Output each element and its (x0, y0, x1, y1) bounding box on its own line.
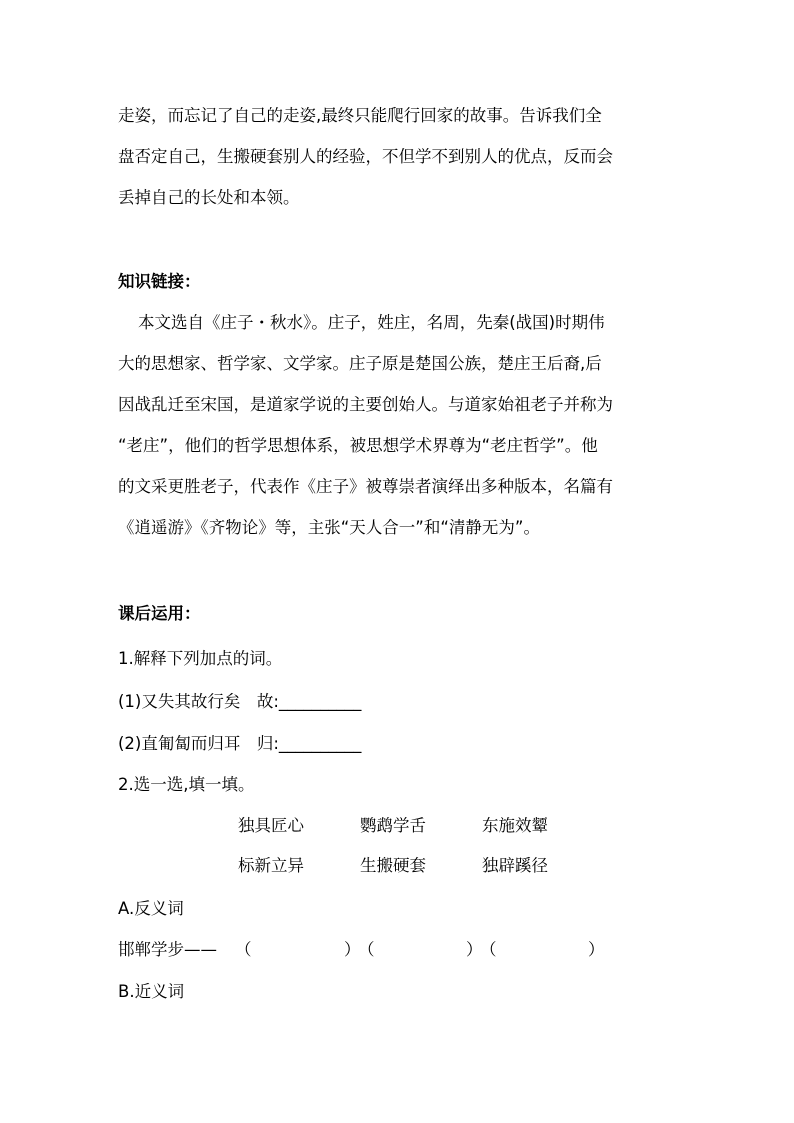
knowledge-heading: 知识链接： (118, 272, 201, 291)
question-1a: (1)又失其故行矣 故:__________ (118, 692, 362, 711)
answer-blank-open: （ (480, 940, 497, 959)
word-option: 标新立异 (238, 856, 304, 875)
answer-blank-close: ） (588, 940, 605, 959)
answer-blank-close: ） (466, 940, 483, 959)
answer-blank-open: （ (358, 940, 375, 959)
knowledge-line-1: 本文选自《庄子・秋水》。庄子，姓庄，名周，先秦(战国)时期伟 (138, 313, 605, 332)
knowledge-line-3: 因战乱迁至宋国，是道家学说的主要创始人。与道家始祖老子并称为 (118, 395, 613, 414)
intro-line-3: 丢掉自己的长处和本领。 (118, 188, 300, 207)
word-option: 独具匠心 (238, 816, 304, 835)
question-1b: (2)直匍匐而归耳 归:__________ (118, 734, 362, 753)
word-option: 生搬硬套 (360, 856, 426, 875)
word-option: 东施效颦 (482, 816, 548, 835)
answer-blank-open: （ (235, 940, 252, 959)
word-option: 鹦鹉学舌 (360, 816, 426, 835)
answer-blank-close: ） (344, 940, 361, 959)
knowledge-line-6: 《逍遥游》《齐物论》等，主张“天人合一”和“清静无为”。 (118, 518, 540, 537)
intro-line-2: 盘否定自己，生搬硬套别人的经验，不但学不到别人的优点，反而会 (118, 147, 613, 166)
knowledge-line-2: 大的思想家、哲学家、文学家。庄子原是楚国公族，楚庄王后裔,后 (118, 354, 602, 373)
knowledge-line-5: 的文采更胜老子，代表作《庄子》被尊崇者演绎出多种版本，名篇有 (118, 477, 613, 496)
exercise-heading: 课后运用： (118, 604, 201, 623)
word-option: 独辟蹊径 (482, 856, 548, 875)
intro-line-1: 走姿，而忘记了自己的走姿,最终只能爬行回家的故事。告诉我们全 (118, 106, 602, 125)
section-b-synonyms: B.近义词 (118, 982, 185, 1001)
antonym-prefix: 邯郸学步—— (118, 940, 217, 959)
knowledge-line-4: “老庄”，他们的哲学思想体系，被思想学术界尊为“老庄哲学”。他 (118, 436, 598, 455)
question-2-title: 2.选一选,填一填。 (118, 775, 255, 794)
question-1-title: 1.解释下列加点的词。 (118, 649, 283, 668)
section-a-antonyms: A.反义词 (118, 899, 184, 918)
